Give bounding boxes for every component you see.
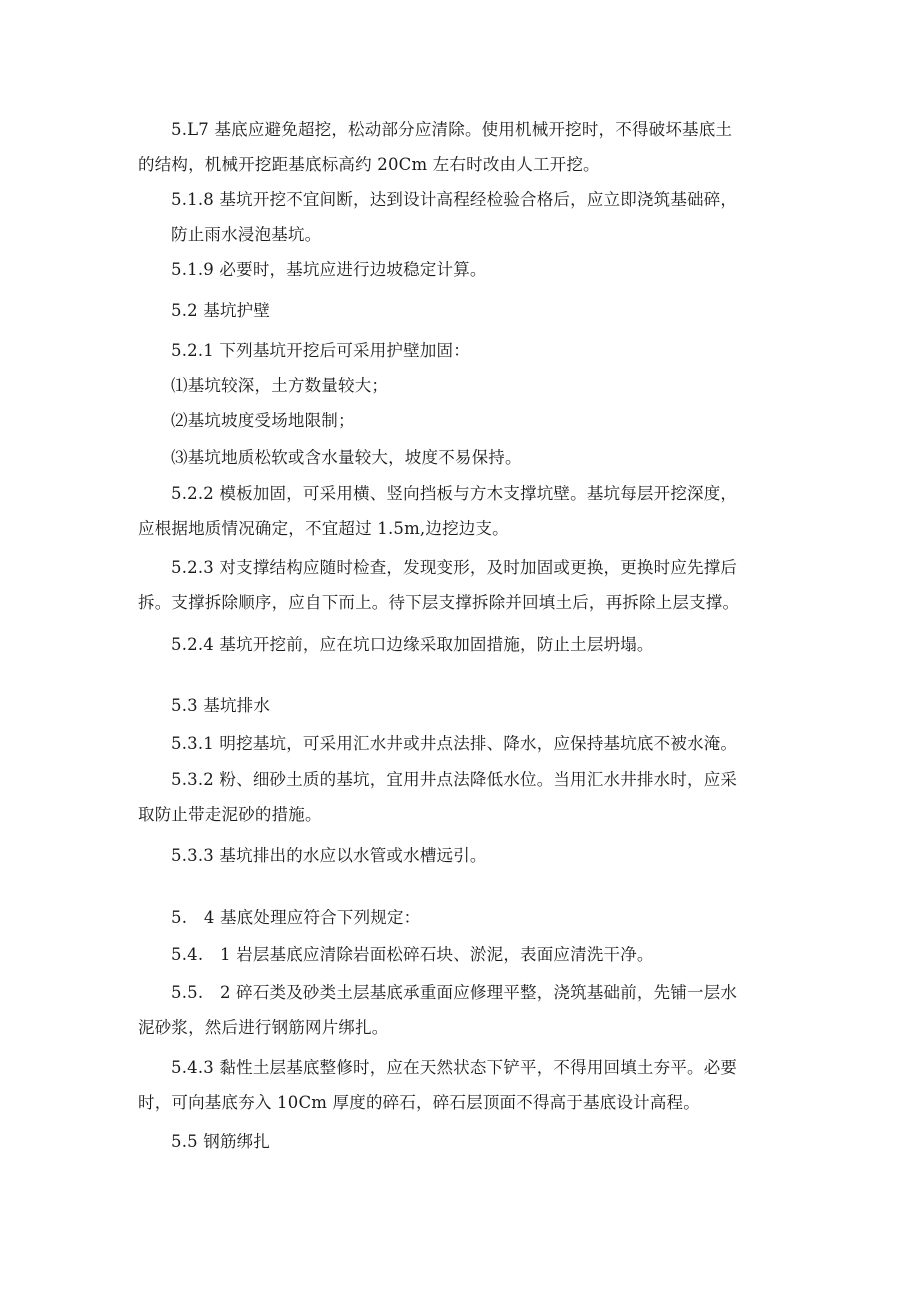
text-line: 应根据地质情况确定，不宜超过 1.5m,边挖边支。 [138, 519, 509, 538]
text-line: ⑵基坑坡度受场地限制； [171, 411, 355, 430]
heading-5-2 [138, 293, 798, 328]
text-line: 取防止带走泥砂的措施。 [138, 805, 322, 824]
text-line: 泥砂浆，然后进行钢筋网片绑扎。 [138, 1018, 389, 1037]
paragraph-5-3-3 [138, 838, 798, 873]
paragraph-5-2-4 [138, 627, 798, 662]
text-line: ⑴基坑较深，土方数量较大； [171, 376, 389, 395]
text-line: 5. 4 基底处理应符合下列规定： [171, 908, 421, 927]
text-line: 时，可向基底夯入 10Cm 厚度的碎石，碎石层顶面不得高于基底设计高程。 [138, 1093, 700, 1112]
text-line: 5.3.3 基坑排出的水应以水管或水槽远引。 [171, 846, 487, 865]
paragraph-5-3-1 [138, 726, 798, 761]
paragraph-5-4-1 [138, 937, 798, 972]
text-line: 5.5 钢筋绑扎 [171, 1132, 271, 1151]
list-item-3 [138, 440, 798, 475]
text-line: 5.3 基坑排水 [171, 696, 271, 715]
text-line: 5.2.3 对支撑结构应随时检查，发现变形，及时加固或更换，更换时应先撑后 [171, 558, 738, 577]
text-line: 拆。支撑拆除顺序，应自下而上。待下层支撑拆除并回填土后，再拆除上层支撑。 [138, 593, 740, 612]
text-line: 5.2.4 基坑开挖前，应在坑口边缘采取加固措施，防止土层坍塌。 [171, 635, 654, 654]
text-line: 5.1.9 必要时，基坑应进行边坡稳定计算。 [171, 260, 487, 279]
list-item-1 [138, 368, 798, 403]
text-line: 5.5. 2 碎石类及砂类土层基底承重面应修理平整，浇筑基础前，先铺一层水 [171, 983, 738, 1002]
paragraph-5-1-8 [138, 182, 798, 252]
list-item-2 [138, 403, 798, 438]
text-line: 5.2.1 下列基坑开挖后可采用护壁加固： [171, 341, 470, 360]
paragraph-5-2-1 [138, 333, 798, 368]
paragraph-5-1-7 [138, 112, 798, 182]
text-line: 5.4. 1 岩层基底应清除岩面松碎石块、淤泥，表面应清洗干净。 [171, 945, 654, 964]
text-line: 5.L7 基底应避免超挖，松动部分应清除。使用机械开挖时，不得破坏基底土 [171, 120, 733, 139]
text-line: 5.1.8 基坑开挖不宜间断，达到设计高程经检验合格后，应立即浇筑基础碎， [171, 190, 738, 209]
text-line: 5.3.2 粉、细砂土质的基坑，宜用井点法降低水位。当用汇水井排水时，应采 [171, 770, 738, 789]
paragraph-5-4-3 [138, 1050, 798, 1120]
text-line: 的结构，机械开挖距基底标高约 20Cm 左右时改由人工开挖。 [138, 155, 600, 174]
text-line: 5.3.1 明挖基坑，可采用汇水井或井点法排、降水，应保持基坑底不被水淹。 [171, 734, 738, 753]
paragraph-5-5-2 [138, 975, 798, 1045]
paragraph-5-2-3 [138, 550, 798, 620]
text-line: 5.4.3 黏性土层基底整修时，应在天然状态下铲平，不得用回填土夯平。必要 [171, 1058, 738, 1077]
paragraph-5-2-2 [138, 476, 798, 546]
paragraph-5-3-2 [138, 762, 798, 832]
text-line: 5.2.2 模板加固，可采用横、竖向挡板与方木支撑坑壁。基坑每层开挖深度， [171, 484, 738, 503]
paragraph-5-1-9 [138, 252, 798, 287]
text-line: 5.2 基坑护壁 [171, 301, 271, 320]
heading-5-3 [138, 688, 798, 723]
heading-5-4 [138, 900, 798, 935]
heading-5-5 [138, 1124, 798, 1159]
text-line: ⑶基坑地质松软或含水量较大，坡度不易保持。 [171, 448, 522, 467]
text-line: 防止雨水浸泡基坑。 [171, 225, 322, 244]
